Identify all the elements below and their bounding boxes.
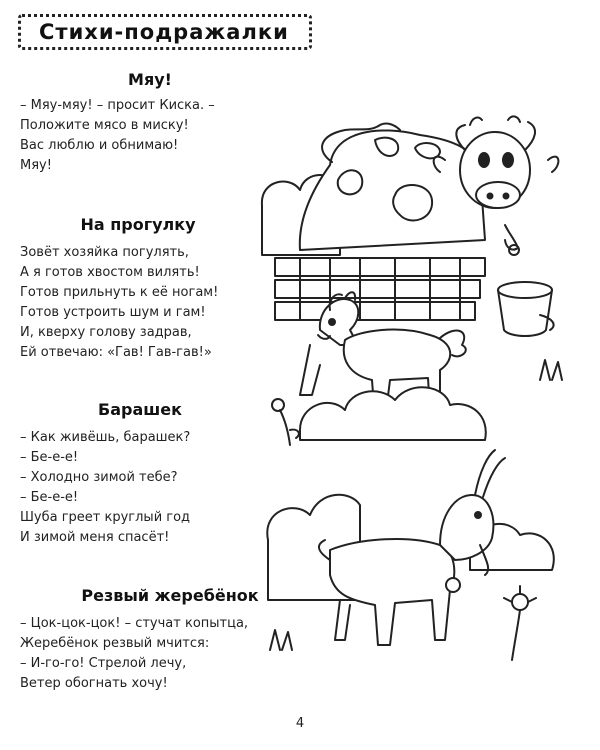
poem-line: Зовёт хозяйка погулять, [20, 245, 189, 260]
poem-line: – И-го-го! Стрелой лечу, [20, 656, 187, 671]
poem-line: Положите мясо в миску! [20, 118, 189, 133]
poem-line: И зимой меня спасёт! [20, 530, 170, 545]
wooden-fence [275, 258, 485, 320]
poem-line: Готов устроить шум и гам! [20, 305, 206, 320]
poem-line: А я готов хвостом вилять! [20, 265, 200, 280]
poem-line: И, кверху голову задрав, [20, 325, 192, 340]
poem-body-lamb [20, 428, 290, 548]
poem-line: – Цок-цок-цок! – стучат копытца, [20, 616, 249, 631]
farm-animals-illustration [255, 100, 575, 670]
poem-line: – Холодно зимой тебе? [20, 470, 178, 485]
poem-title-walk: На прогулку [80, 215, 196, 234]
page-number: 4 [295, 716, 305, 731]
poem-line: Готов прильнуть к её ногам! [20, 285, 219, 300]
poem-body-walk [20, 243, 290, 363]
poem-line: – Бе-е-е! [20, 450, 79, 465]
poem-title-meow: Мяу! [128, 70, 172, 89]
poem-line: Ветер обогнать хочу! [20, 676, 168, 691]
poem-line: – Как живёшь, барашек? [20, 430, 191, 445]
grass-left [270, 630, 292, 650]
section-header [18, 14, 312, 50]
poem-title-foal: Резвый жеребёнок [81, 586, 259, 605]
poem-line: Ей отвечаю: «Гав! Гав-гав!» [20, 345, 212, 360]
goat [319, 450, 505, 645]
flower-large [504, 586, 536, 660]
grass-right [540, 360, 562, 380]
cow [300, 116, 559, 255]
flower-small [272, 399, 299, 445]
poem-line: Жеребёнок резвый мчится: [20, 636, 210, 651]
poem-title-lamb: Барашек [98, 400, 182, 419]
poem-line: Мяу! [20, 158, 52, 173]
milk-bucket [498, 282, 554, 336]
poem-line: – Бе-е-е! [20, 490, 79, 505]
poem-line: Вас люблю и обнимаю! [20, 138, 179, 153]
poem-line: Шуба греет круглый год [20, 510, 191, 525]
poem-body-foal [20, 614, 290, 694]
section-title: Стихи-подражалки [39, 20, 289, 44]
bush-middle [300, 387, 486, 440]
poem-line: – Мяу-мяу! – просит Киска. – [20, 98, 215, 113]
poem-body-meow [20, 96, 290, 176]
